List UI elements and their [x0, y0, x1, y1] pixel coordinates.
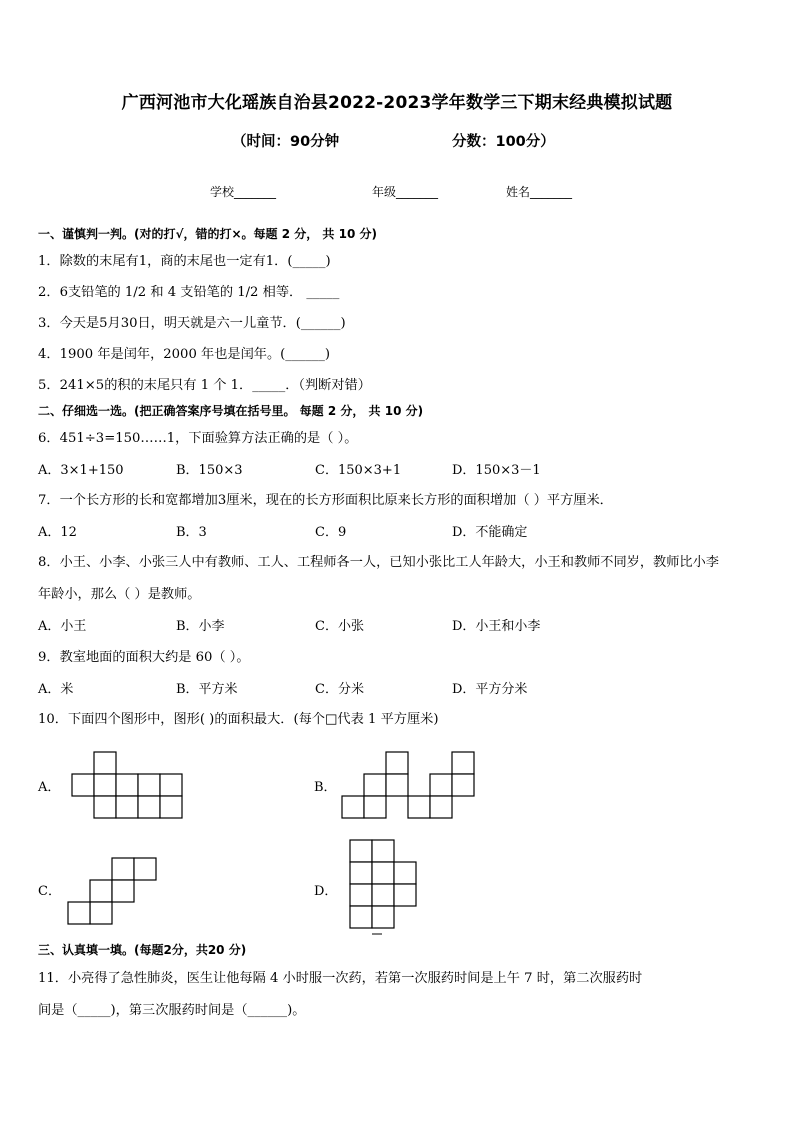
question-7: 7．一个长方形的长和宽都增加3厘米，现在的长方形面积比原来长方形的面积增加（ ）平方厘米．: [38, 493, 613, 508]
q8-option-a: A．小王: [38, 619, 87, 634]
q9-option-b: B．平方米: [176, 682, 238, 697]
q7-option-c: C．9: [315, 525, 347, 540]
question-4: 4．1900 年是闰年，2000 年也是闰年。(______): [38, 347, 330, 362]
question-9: 9．教室地面的面积大约是 60（ ）。: [38, 650, 250, 665]
question-8-line1: 8．小王、小李、小张三人中有教师、工人、工程师各一人，已知小张比工人年龄大，小王和教师不同岁，教师比小李: [38, 555, 719, 570]
question-8-line2: 年龄小，那么（ ）是教师。: [38, 587, 201, 602]
question-2: 2．6支铅笔的 1/2 和 4 支铅笔的 1/2 相等． _____: [38, 285, 340, 300]
q9-option-a: A．米: [38, 682, 74, 697]
question-5: 5．241×5的积的末尾只有 1 个 1．_____．（判断对错）: [38, 378, 371, 393]
section2-heading: 二、仔细选一选。(把正确答案序号填在括号里。 每题 2 分， 共 10 分): [38, 404, 424, 418]
grade-field: 年级_______: [372, 185, 439, 199]
q7-option-a: A．12: [38, 525, 77, 540]
exam-score: 分数：100分）: [452, 134, 555, 150]
q6-option-d: D．150×3－1: [452, 463, 541, 478]
figure-b-label: B．: [314, 780, 337, 795]
q6-option-b: B．150×3: [176, 463, 243, 478]
figure-b-grid: [340, 750, 478, 820]
school-field: 学校_______: [210, 185, 277, 199]
q9-option-d: D．平方分米: [452, 682, 528, 697]
exam-time: （时间：90分钟: [232, 134, 340, 150]
q8-option-c: C．小张: [315, 619, 364, 634]
question-6: 6．451÷3=150……1，下面验算方法正确的是（ ）。: [38, 431, 358, 446]
q6-option-c: C．150×3+1: [315, 463, 402, 478]
section1-heading: 一、谨慎判一判。(对的打√，错的打×。每题 2 分， 共 10 分): [38, 227, 377, 241]
q7-option-b: B．3: [176, 525, 207, 540]
q6-option-a: A．3×1+150: [38, 463, 124, 478]
question-11-line1: 11．小亮得了急性肺炎，医生让他每隔 4 小时服一次药，若第一次服药时间是上午 7 时，第二次服药时: [38, 971, 643, 986]
figure-d-grid: [348, 838, 422, 938]
page-title: 广西河池市大化瑶族自治县2022-2023学年数学三下期末经典模拟试题: [121, 93, 673, 113]
figure-d-label: D．: [314, 884, 338, 899]
q8-option-b: B．小李: [176, 619, 225, 634]
section3-heading: 三、认真填一填。(每题2分，共20 分): [38, 943, 247, 957]
question-3: 3．今天是5月30日，明天就是六一儿童节．(______): [38, 316, 346, 331]
q7-option-d: D．不能确定: [452, 525, 528, 540]
question-1: 1．除数的末尾有1，商的末尾也一定有1．(_____): [38, 254, 331, 269]
figure-c-grid: [66, 856, 162, 928]
figure-a-grid: [70, 750, 186, 820]
question-10: 10．下面四个图形中，图形( )的面积最大．(每个□代表 1 平方厘米): [38, 712, 439, 727]
question-11-line2: 间是（_____)，第三次服药时间是（______)。: [38, 1003, 306, 1018]
q8-option-d: D．小王和小李: [452, 619, 541, 634]
q9-option-c: C．分米: [315, 682, 364, 697]
name-field: 姓名_______: [506, 185, 573, 199]
figure-c-label: C．: [38, 884, 61, 899]
figure-a-label: A．: [38, 780, 61, 795]
